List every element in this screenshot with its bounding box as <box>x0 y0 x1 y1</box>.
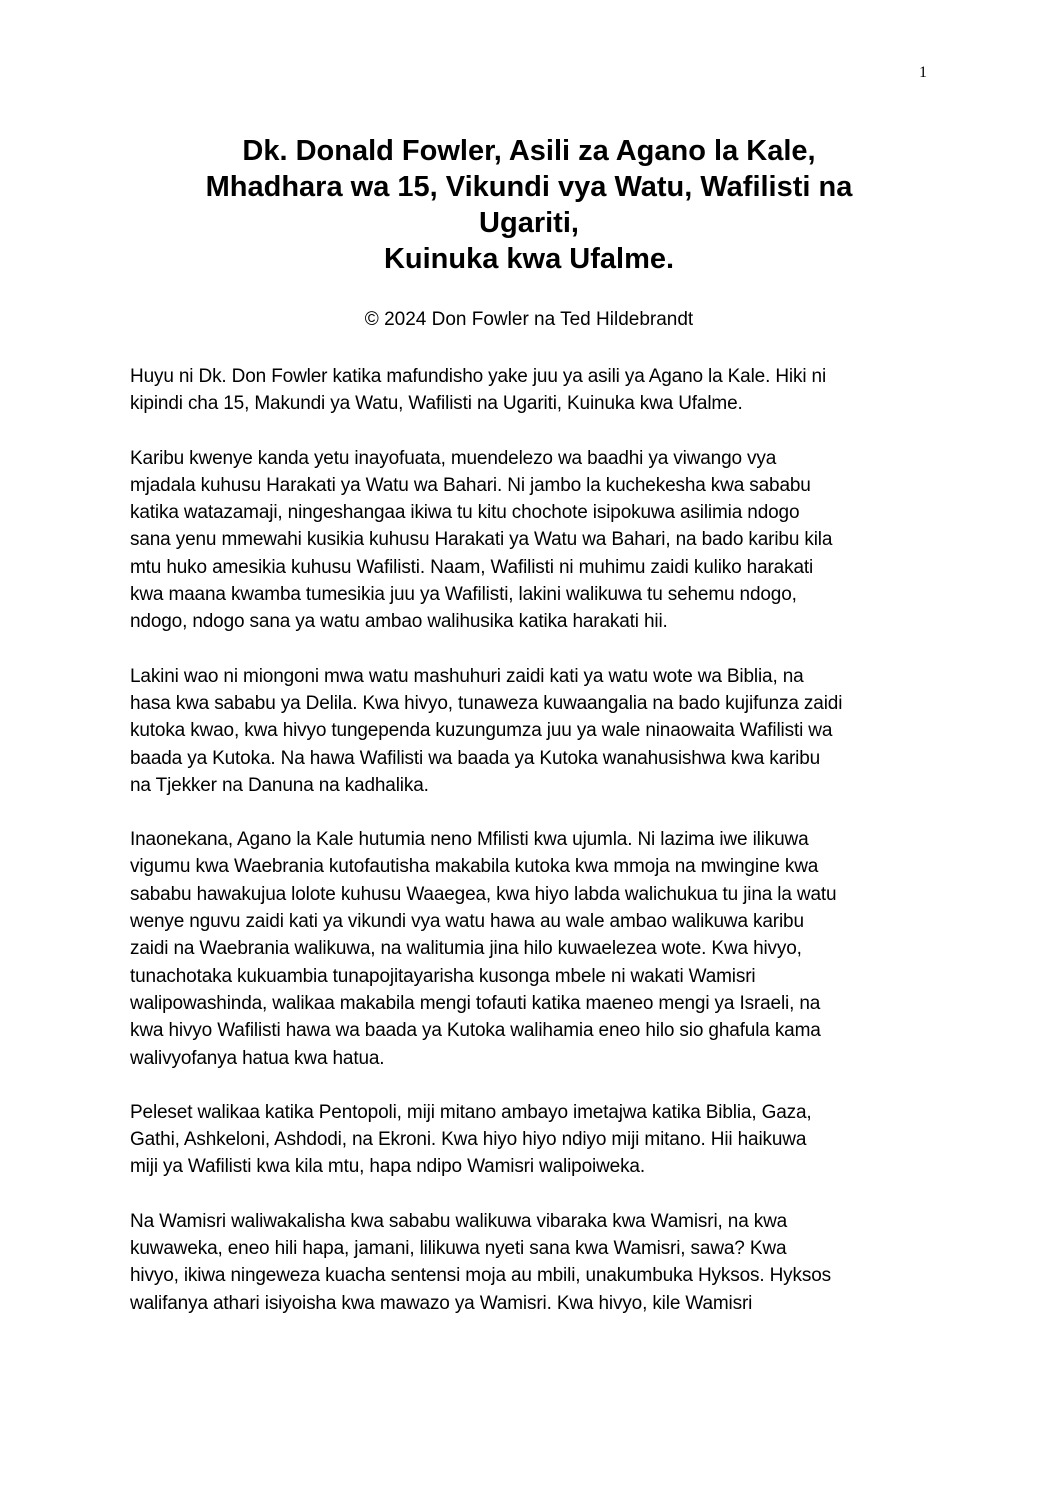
text-line: sana yenu mmewahi kusikia kuhusu Harakati ya Watu wa Bahari, na bado karibu kila <box>130 529 833 551</box>
document-title <box>130 133 928 277</box>
title-line: Ugariti, <box>479 207 579 239</box>
title-line: Mhadhara wa 15, Vikundi vya Watu, Wafilisti na <box>205 171 853 203</box>
paragraph <box>130 1208 930 1317</box>
text-line: kipindi cha 15, Makundi ya Watu, Wafilisti na Ugariti, Kuinuka kwa Ufalme. <box>130 393 743 415</box>
page-number: 1 <box>919 64 927 81</box>
text-line: baada ya Kutoka. Na hawa Wafilisti wa baada ya Kutoka wanahusishwa kwa karibu <box>130 747 821 769</box>
body-text <box>130 363 930 1344</box>
text-line: kwa maana kwamba tumesikia juu ya Wafilisti, lakini walikuwa tu sehemu ndogo, <box>130 584 797 606</box>
text-line: hivyo, ikiwa ningeweza kuacha sentensi moja au mbili, unakumbuka Hyksos. Hyksos <box>130 1265 831 1287</box>
paragraph <box>130 445 930 636</box>
title-line: Dk. Donald Fowler, Asili za Agano la Kale, <box>242 135 816 167</box>
paragraph <box>130 363 930 418</box>
text-line: mtu huko amesikia kuhusu Wafilisti. Naam, Wafilisti ni muhimu zaidi kuliko harakati <box>130 556 814 578</box>
text-line: walivyofanya hatua kwa hatua. <box>130 1047 385 1069</box>
title-line: Kuinuka kwa Ufalme. <box>383 243 675 275</box>
copyright-notice: © 2024 Don Fowler na Ted Hildebrandt <box>364 309 694 330</box>
text-line: kwa hivyo Wafilisti hawa wa baada ya Kutoka walihamia eneo hilo sio ghafula kama <box>130 1020 821 1042</box>
text-line: Gathi, Ashkeloni, Ashdodi, na Ekroni. Kwa hiyo hiyo ndiyo miji mitano. Hii haikuwa <box>130 1129 807 1151</box>
text-line: wenye nguvu zaidi kati ya vikundi vya watu hawa au wale ambao walikuwa karibu <box>130 911 804 933</box>
text-line: Peleset walikaa katika Pentopoli, miji mitano ambayo imetajwa katika Biblia, Gaza, <box>130 1101 812 1123</box>
text-line: na Tjekker na Danuna na kadhalika. <box>130 774 429 796</box>
text-line: katika watazamaji, ningeshangaa ikiwa tu kitu chochote isipokuwa asilimia ndogo <box>130 502 800 524</box>
text-line: tunachotaka kukuambia tunapojitayarisha kusonga mbele ni wakati Wamisri <box>130 965 756 987</box>
paragraph <box>130 1099 930 1181</box>
text-line: miji ya Wafilisti kwa kila mtu, hapa ndipo Wamisri walipoiweka. <box>130 1156 645 1178</box>
paragraph <box>130 663 930 799</box>
text-line: Inaonekana, Agano la Kale hutumia neno Mfilisti kwa ujumla. Ni lazima iwe ilikuwa <box>130 829 809 851</box>
text-line: walipowashinda, walikaa makabila mengi tofauti katika maeneo mengi ya Israeli, na <box>130 992 821 1014</box>
paragraph <box>130 826 930 1072</box>
text-line: vigumu kwa Waebrania kutofautisha makabila kutoka kwa mmoja na mwingine kwa <box>130 856 819 878</box>
text-line: Karibu kwenye kanda yetu inayofuata, muendelezo wa baadhi ya viwango vya <box>130 447 777 469</box>
text-line: sababu hawakujua lolote kuhusu Waaegea, kwa hiyo labda walichukua tu jina la watu <box>130 883 837 905</box>
text-line: ndogo, ndogo sana ya watu ambao walihusika katika harakati hii. <box>130 611 668 633</box>
text-line: kutoka kwao, kwa hivyo tungependa kuzungumza juu ya wale ninaowaita Wafilisti wa <box>130 720 833 742</box>
text-line: Huyu ni Dk. Don Fowler katika mafundisho yake juu ya asili ya Agano la Kale. Hiki ni <box>130 366 827 387</box>
text-line: hasa kwa sababu ya Delila. Kwa hivyo, tunaweza kuwaangalia na bado kujifunza zaidi <box>130 692 843 714</box>
text-line: Na Wamisri waliwakalisha kwa sababu walikuwa vibaraka kwa Wamisri, na kwa <box>130 1210 788 1232</box>
text-line: zaidi na Waebrania walikuwa, na walitumia jina hilo kuwaelezea wote. Kwa hivyo, <box>130 938 802 960</box>
text-line: walifanya athari isiyoisha kwa mawazo ya Wamisri. Kwa hivyo, kile Wamisri <box>130 1292 753 1314</box>
text-line: mjadala kuhusu Harakati ya Watu wa Bahari. Ni jambo la kuchekesha kwa sababu <box>130 474 811 496</box>
text-line: Lakini wao ni miongoni mwa watu mashuhuri zaidi kati ya watu wote wa Biblia, na <box>130 665 804 687</box>
text-line: kuwaweka, eneo hili hapa, jamani, lilikuwa nyeti sana kwa Wamisri, sawa? Kwa <box>130 1238 787 1260</box>
